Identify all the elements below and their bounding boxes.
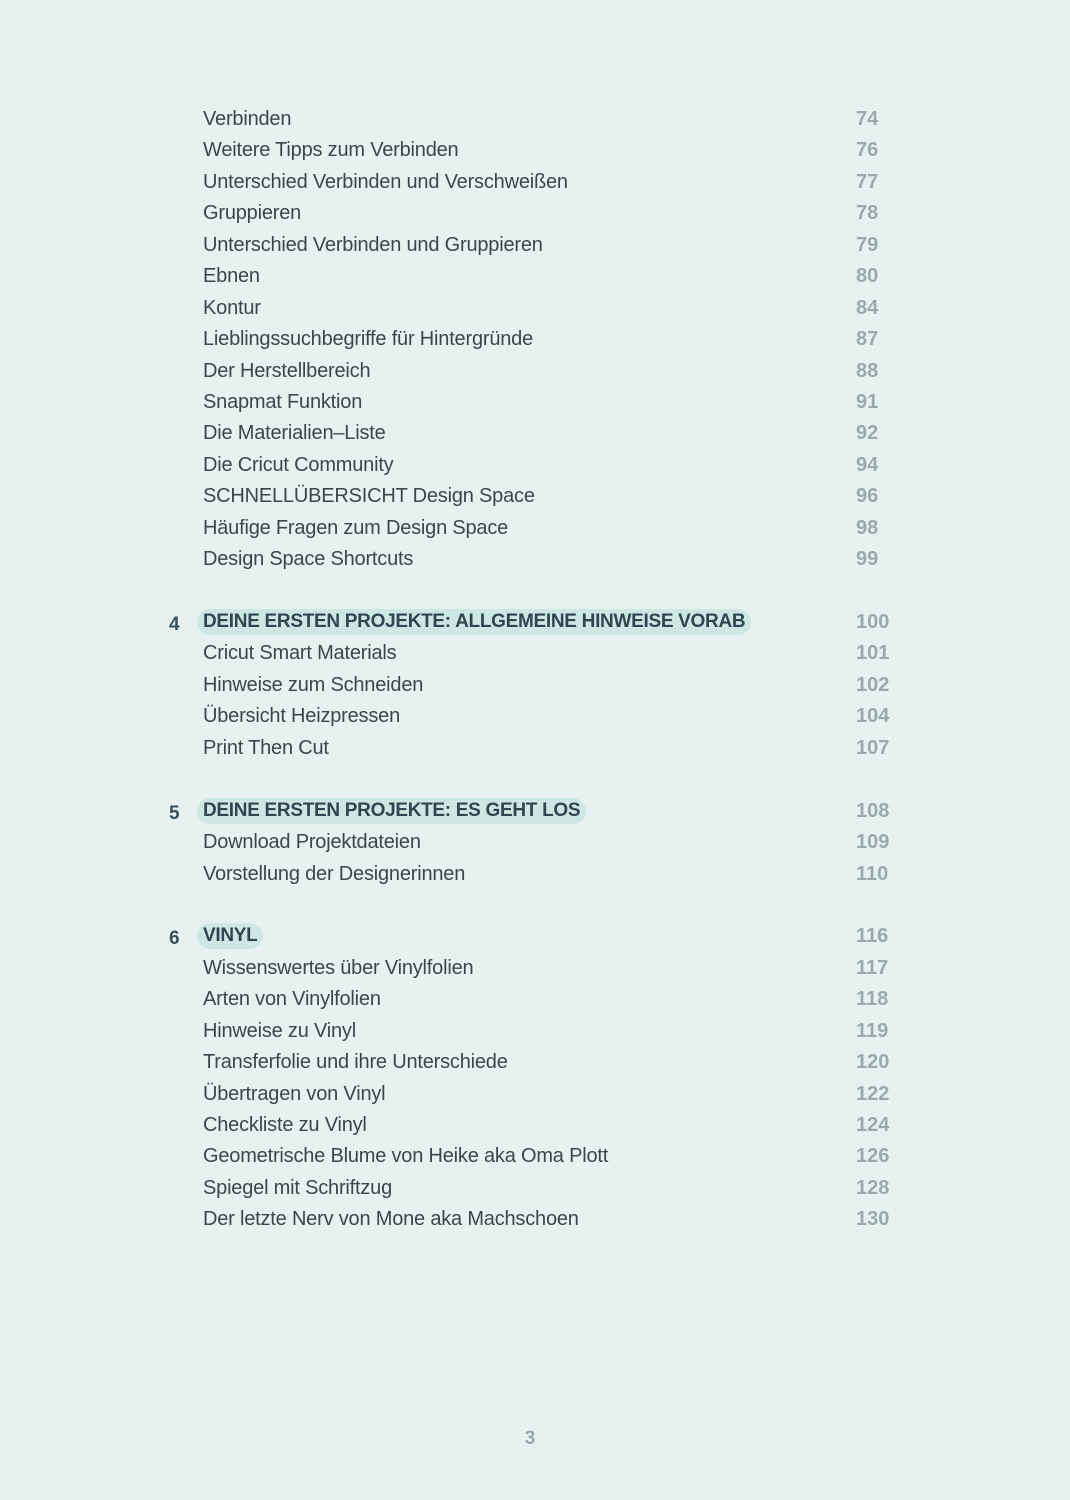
toc-entry-title: Häufige Fragen zum Design Space (203, 516, 509, 539)
toc-entry-page: 107 (856, 736, 890, 759)
toc-entry-title: Arten von Vinylfolien (203, 988, 381, 1011)
toc-entry-title: Übertragen von Vinyl (203, 1082, 386, 1105)
toc-entry-title: Snapmat Funktion (203, 390, 363, 413)
chapter-number: 6 (169, 928, 180, 950)
toc-entry[interactable] (0, 1204, 1070, 1235)
toc-chapter-heading[interactable] (0, 921, 1070, 952)
toc-entry-title: Hinweise zum Schneiden (203, 673, 424, 696)
chapter-number: 5 (169, 802, 180, 824)
toc-entry[interactable] (0, 1173, 1070, 1204)
toc-entry-page: 78 (856, 202, 879, 225)
toc-entry-title: Cricut Smart Materials (203, 642, 397, 665)
toc-entry-title: Download Projektdateien (203, 831, 421, 854)
toc-entry[interactable] (0, 418, 1070, 449)
chapter-number: 4 (169, 614, 180, 635)
toc-entry[interactable] (0, 198, 1070, 229)
toc-entry-title: Vorstellung der Designerinnen (203, 862, 466, 885)
toc-entry-title: Design Space Shortcuts (203, 548, 414, 571)
toc-entry-page: 99 (856, 548, 879, 571)
toc-entry-title: Transferfolie und ihre Unterschiede (203, 1051, 508, 1074)
toc-entry-page: 117 (856, 956, 889, 979)
toc-entry[interactable] (0, 701, 1070, 732)
toc-chapter-heading[interactable] (0, 607, 1070, 638)
toc-entry[interactable] (0, 1079, 1070, 1110)
toc-entry-page: 94 (856, 453, 879, 476)
toc-entry-page: 128 (856, 1176, 890, 1199)
table-of-contents (0, 104, 1070, 1236)
toc-entry-page: 109 (856, 831, 890, 854)
toc-entry[interactable] (0, 450, 1070, 481)
toc-entry[interactable] (0, 230, 1070, 261)
toc-entry[interactable] (0, 544, 1070, 575)
toc-entry-page: 91 (856, 390, 879, 413)
toc-entry-title: Hinweise zu Vinyl (203, 1019, 356, 1042)
toc-entry-page: 124 (856, 1114, 890, 1136)
toc-entry[interactable] (0, 104, 1070, 135)
section-spacer (0, 764, 1070, 795)
page-number: 3 (524, 1428, 536, 1449)
toc-entry[interactable] (0, 481, 1070, 512)
toc-entry[interactable] (0, 984, 1070, 1015)
toc-entry-page: 98 (856, 516, 879, 539)
toc-entry[interactable] (0, 356, 1070, 387)
toc-entry[interactable] (0, 387, 1070, 418)
toc-entry[interactable] (0, 670, 1070, 701)
toc-entry[interactable] (0, 167, 1070, 198)
chapter-page: 108 (856, 799, 890, 822)
toc-entry-title: Checkliste zu Vinyl (203, 1114, 367, 1136)
toc-entry-title: Lieblingssuchbegriffe für Hintergründe (203, 328, 534, 351)
toc-entry[interactable] (0, 1016, 1070, 1047)
toc-entry-page: 76 (856, 139, 879, 162)
toc-entry-title: Wissenswertes über Vinylfolien (203, 956, 474, 979)
toc-entry-page: 84 (856, 296, 879, 319)
chapter-page: 116 (856, 925, 889, 948)
chapter-title: DEINE ERSTEN PROJEKTE: ES GEHT LOS (197, 798, 586, 824)
toc-entry-title: Die Cricut Community (203, 453, 394, 476)
toc-entry[interactable] (0, 135, 1070, 166)
toc-entry[interactable] (0, 261, 1070, 292)
toc-entry-page: 88 (856, 359, 879, 382)
toc-entry-title: Die Materialien–Liste (203, 422, 386, 445)
chapter-title: VINYL (197, 923, 263, 949)
toc-entry-title: Weitere Tipps zum Verbinden (203, 139, 459, 162)
toc-entry-page: 74 (856, 108, 879, 130)
toc-entry-page: 87 (856, 328, 879, 351)
toc-entry-page: 130 (856, 1208, 890, 1231)
toc-entry-title: Print Then Cut (203, 736, 329, 759)
toc-entry-title: Spiegel mit Schriftzug (203, 1176, 393, 1199)
toc-entry-page: 96 (856, 485, 879, 508)
toc-entry-title: Gruppieren (203, 202, 302, 225)
toc-chapter-heading[interactable] (0, 796, 1070, 827)
toc-entry-title: Unterschied Verbinden und Verschweißen (203, 170, 568, 193)
toc-entry[interactable] (0, 1047, 1070, 1078)
toc-entry-page: 126 (856, 1145, 890, 1168)
toc-entry[interactable] (0, 513, 1070, 544)
toc-entry-title: Übersicht Heizpressen (203, 705, 400, 728)
toc-entry[interactable] (0, 638, 1070, 669)
toc-entry-title: Verbinden (203, 108, 292, 130)
toc-entry[interactable] (0, 859, 1070, 890)
toc-entry[interactable] (0, 324, 1070, 355)
toc-entry[interactable] (0, 1110, 1070, 1141)
toc-entry-page: 119 (856, 1019, 889, 1042)
toc-entry-page: 122 (856, 1082, 890, 1105)
toc-entry-title: Unterschied Verbinden und Gruppieren (203, 233, 543, 256)
toc-entry-page: 77 (856, 170, 879, 193)
toc-entry[interactable] (0, 827, 1070, 858)
section-spacer (0, 576, 1070, 607)
toc-entry-title: Der letzte Nerv von Mone aka Machschoen (203, 1208, 579, 1231)
toc-entry-title: Ebnen (203, 265, 260, 288)
toc-entry-page: 92 (856, 422, 879, 445)
toc-entry-page: 104 (856, 705, 890, 728)
toc-entry[interactable] (0, 1141, 1070, 1172)
toc-entry-title: Geometrische Blume von Heike aka Oma Plott (203, 1145, 609, 1168)
toc-entry[interactable] (0, 733, 1070, 764)
section-spacer (0, 890, 1070, 921)
toc-entry-page: 118 (856, 988, 889, 1011)
toc-entry-page: 120 (856, 1051, 890, 1074)
toc-entry-page: 102 (856, 673, 890, 696)
toc-entry-page: 79 (856, 233, 879, 256)
toc-entry-page: 110 (856, 862, 889, 885)
toc-entry-title: Der Herstellbereich (203, 359, 371, 382)
toc-entry-page: 80 (856, 265, 879, 288)
toc-entry-page: 101 (856, 642, 890, 665)
toc-entry[interactable] (0, 293, 1070, 324)
toc-entry-title: SCHNELLÜBERSICHT Design Space (203, 485, 535, 508)
chapter-title: DEINE ERSTEN PROJEKTE: ALLGEMEINE HINWEISE VORAB (197, 609, 751, 635)
toc-entry[interactable] (0, 953, 1070, 984)
toc-entry-title: Kontur (203, 296, 261, 319)
chapter-page: 100 (856, 611, 890, 633)
